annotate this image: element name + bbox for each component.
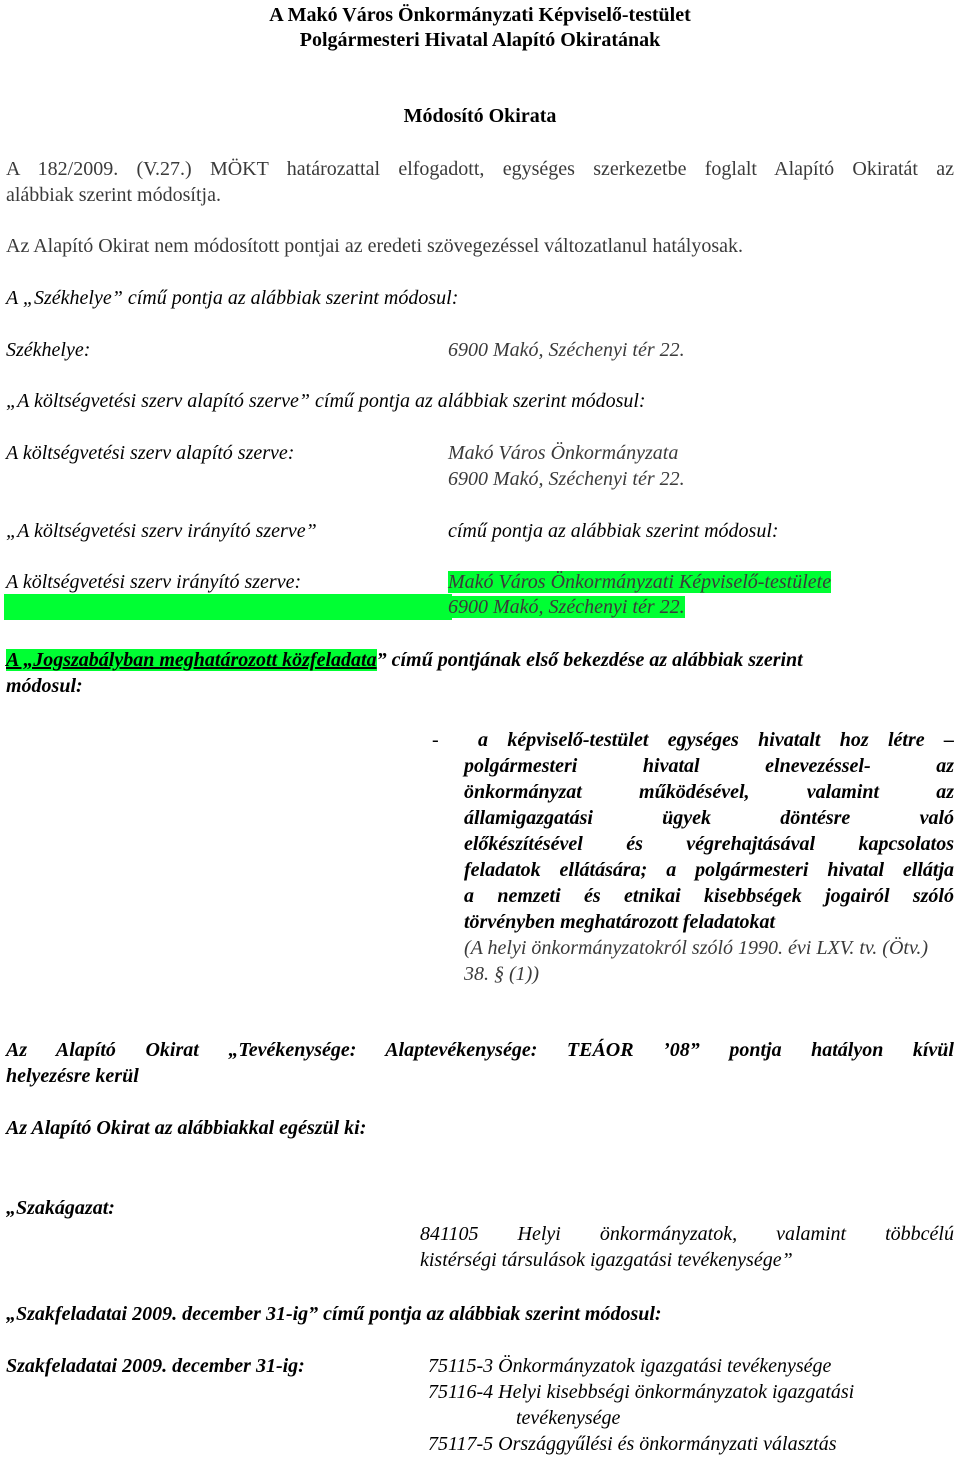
szekhely-value: 6900 Makó, Széchenyi tér 22. — [448, 339, 685, 361]
iranyito-value-1: Makó Város Önkormányzati Képviselő-testülete — [448, 571, 832, 593]
jogszabaly-line-8: törvényben meghatározott feladatokat — [464, 911, 776, 933]
szakagazat-line-1: 841105 Helyi önkormányzatok, valamint többcélú — [420, 1223, 954, 1245]
alapito-heading: „A költségvetési szerv alapító szerve” című pontja az alábbiak szerint módosul: — [6, 390, 646, 412]
list-dash: - — [432, 729, 439, 751]
iranyito-label: A költségvetési szerv irányító szerve: — [6, 571, 302, 593]
szakfeladat-label: Szakfeladatai 2009. december 31-ig: — [6, 1355, 305, 1377]
jogszabaly-heading-line-2: módosul: — [6, 675, 83, 697]
egeszul-heading: Az Alapító Okirat az alábbiakkal egészül ki: — [6, 1117, 367, 1139]
szakfeladat-item-2: 75116-4 Helyi kisebbségi önkormányzatok igazgatási — [428, 1381, 855, 1403]
alapito-value-1: Makó Város Önkormányzata — [448, 442, 679, 464]
jogszabaly-heading — [6, 647, 803, 673]
jogszabaly-heading-highlight: A „Jogszabályban meghatározott közfeladata — [6, 649, 377, 671]
jogszabaly-line-3: önkormányzat működésével, valamint az — [464, 781, 954, 803]
highlight-bar — [4, 594, 452, 620]
document-title: Módosító Okirata — [403, 105, 557, 127]
jogszabaly-line-6: feladatok ellátására; a polgármesteri hivatal ellátja — [464, 859, 954, 881]
header-line-1: A Makó Város Önkormányzati Képviselő-testület — [269, 4, 691, 26]
szekhely-label: Székhelye: — [6, 339, 91, 361]
alapito-value-2: 6900 Makó, Széchenyi tér 22. — [448, 468, 685, 490]
iranyito-heading-left: „A költségvetési szerv irányító szerve” — [6, 520, 317, 542]
intro-paragraph-line-1: A 182/2009. (V.27.) MÖKT határozattal elfogadott, egységes szerkezetbe foglalt Alapító Okiratát az — [6, 158, 954, 180]
jogszabaly-reference-line-2: 38. § (1)) — [464, 963, 539, 985]
jogszabaly-line-2: polgármesteri hivatal elnevezéssel- az — [464, 755, 954, 777]
intro-paragraph-2: Az Alapító Okirat nem módosított pontjai az eredeti szövegezéssel változatlanul hatályosak. — [6, 235, 743, 257]
szakagazat-label: „Szakágazat: — [6, 1197, 115, 1219]
szekhely-heading: A „Székhelye” című pontja az alábbiak szerint módosul: — [6, 287, 459, 309]
alapito-label: A költségvetési szerv alapító szerve: — [6, 442, 295, 464]
header-line-2: Polgármesteri Hivatal Alapító Okiratának — [299, 29, 661, 51]
tevekenyseg-line-2: helyezésre kerül — [6, 1065, 139, 1087]
jogszabaly-heading-rest: ” című pontjának első bekezdése az alábbiak szerint — [376, 649, 803, 671]
szakfeladat-item-2-continued: tevékenysége — [516, 1407, 621, 1429]
intro-paragraph-line-2: alábbiak szerint módosítja. — [6, 184, 221, 206]
jogszabaly-line-4: államigazgatási ügyek döntésre való — [464, 807, 954, 829]
szakfeladat-heading: „Szakfeladatai 2009. december 31-ig” című pontja az alábbiak szerint módosul: — [6, 1303, 662, 1325]
szakfeladat-item-3: 75117-5 Országgyűlési és önkormányzati választás — [428, 1433, 837, 1455]
jogszabaly-line-7: a nemzeti és etnikai kisebbségek jogairól szóló — [464, 885, 954, 907]
tevekenyseg-line-1: Az Alapító Okirat „Tevékenysége: Alaptevékenysége: TEÁOR ’08” pontja hatályon kívül — [6, 1039, 954, 1061]
jogszabaly-reference-line-1: (A helyi önkormányzatokról szóló 1990. évi LXV. tv. (Ötv.) — [464, 937, 928, 959]
szakagazat-line-2: kistérségi társulások igazgatási tevékenysége” — [420, 1249, 793, 1271]
szakfeladat-item-1: 75115-3 Önkormányzatok igazgatási tevékenysége — [428, 1355, 832, 1377]
jogszabaly-line-1: a képviselő-testület egységes hivatalt hoz létre – — [478, 729, 954, 751]
jogszabaly-line-5: előkészítésével és végrehajtásával kapcsolatos — [464, 833, 954, 855]
iranyito-value-2: 6900 Makó, Széchenyi tér 22. — [448, 596, 685, 618]
iranyito-heading-right: című pontja az alábbiak szerint módosul: — [448, 520, 779, 542]
